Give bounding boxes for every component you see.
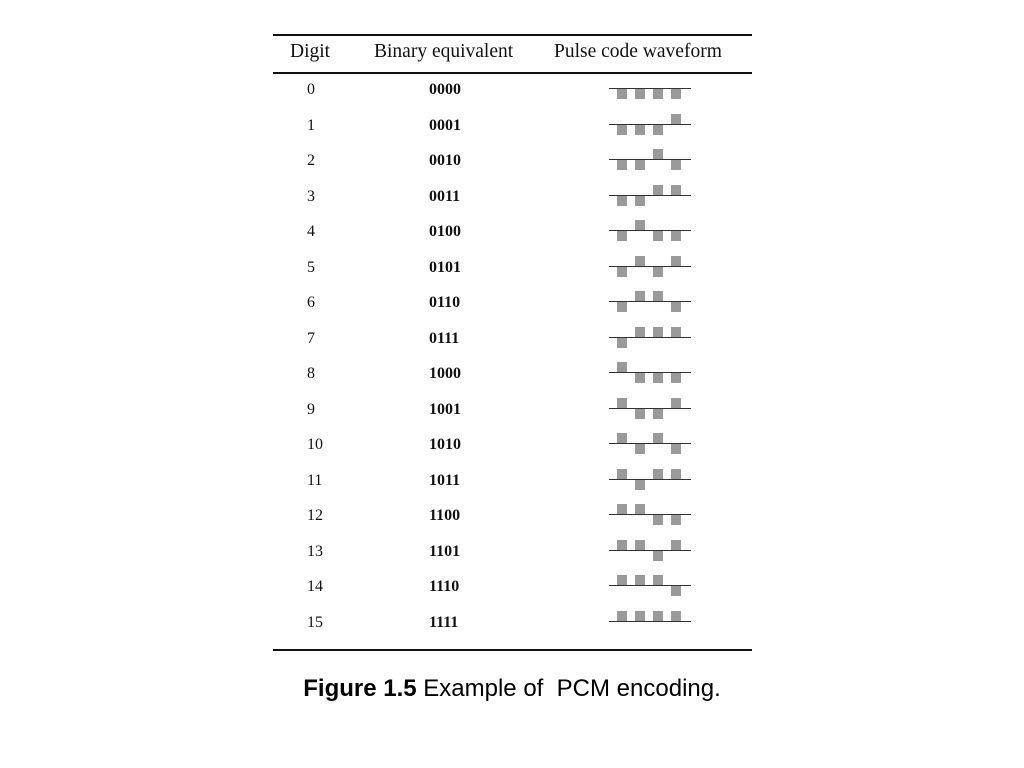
pulse-high	[653, 611, 663, 621]
pulse-low	[617, 125, 627, 135]
pulse-high	[635, 220, 645, 230]
pulse-waveform	[609, 501, 691, 531]
digit-cell: 9	[307, 400, 315, 418]
pulse-low	[617, 196, 627, 206]
pulse-waveform	[609, 111, 691, 141]
pulse-high	[671, 469, 681, 479]
binary-cell: 1100	[429, 507, 461, 524]
pulse-low	[635, 444, 645, 454]
table-row	[273, 143, 752, 179]
table-top-rule	[273, 34, 752, 36]
header-binary-equivalent: Binary equivalent	[374, 41, 514, 62]
binary-cell: 0001	[429, 116, 461, 134]
figure-caption	[0, 672, 1024, 706]
pulse-high	[671, 327, 681, 337]
digit-cell: 0	[307, 81, 315, 98]
binary-cell: 0111	[429, 329, 460, 347]
waveform-baseline	[609, 621, 691, 622]
pulse-low	[671, 89, 681, 99]
pulse-high	[653, 327, 663, 337]
table-row	[273, 392, 752, 428]
pulse-high	[635, 256, 645, 266]
digit-cell: 12	[307, 507, 323, 524]
pulse-waveform	[609, 217, 691, 247]
pulse-low	[671, 231, 681, 241]
pulse-high	[653, 433, 663, 443]
pulse-waveform	[609, 324, 691, 354]
header-digit: Digit	[290, 41, 331, 62]
binary-cell: 1011	[429, 471, 461, 489]
pulse-low	[671, 160, 681, 170]
pulse-high	[617, 504, 627, 514]
pulse-low	[617, 338, 627, 348]
pulse-low	[653, 125, 663, 135]
pulse-low	[635, 196, 645, 206]
pulse-high	[671, 114, 681, 124]
pulse-low	[617, 231, 627, 241]
pulse-high	[653, 185, 663, 195]
table-row	[273, 250, 752, 286]
waveform-baseline	[609, 408, 691, 409]
pulse-low	[653, 551, 663, 561]
digit-cell: 10	[307, 436, 323, 453]
digit-cell: 8	[307, 365, 315, 382]
waveform-baseline	[609, 550, 691, 551]
binary-cell: 1010	[429, 436, 461, 453]
pulse-high	[653, 469, 663, 479]
digit-cell: 11	[307, 471, 323, 489]
figure-caption-text: Example of PCM encoding.	[416, 675, 721, 702]
table-row	[273, 463, 752, 499]
pulse-low	[653, 409, 663, 419]
binary-cell: 1000	[429, 365, 461, 382]
digit-cell: 13	[307, 542, 323, 560]
pulse-high	[653, 149, 663, 159]
pulse-waveform	[609, 572, 691, 602]
binary-cell: 0100	[429, 223, 461, 240]
pulse-low	[671, 444, 681, 454]
pulse-low	[671, 586, 681, 596]
digit-cell: 1	[307, 116, 315, 134]
digit-cell: 5	[307, 258, 315, 276]
digit-cell: 14	[307, 578, 323, 595]
pulse-waveform	[609, 75, 691, 105]
pulse-low	[635, 480, 645, 490]
table-row	[273, 498, 752, 534]
pulse-low	[653, 267, 663, 277]
pulse-high	[671, 540, 681, 550]
pulse-waveform	[609, 288, 691, 318]
pulse-low	[671, 515, 681, 525]
pulse-high	[635, 327, 645, 337]
binary-cell: 1101	[429, 542, 461, 560]
binary-cell: 0101	[429, 258, 461, 276]
digit-cell: 15	[307, 613, 323, 631]
header-pulse-code-waveform: Pulse code waveform	[554, 41, 722, 62]
table-row	[273, 605, 752, 641]
table-row	[273, 214, 752, 250]
table-row	[273, 108, 752, 144]
pulse-low	[671, 302, 681, 312]
pulse-waveform	[609, 430, 691, 460]
pulse-low	[653, 373, 663, 383]
pulse-high	[671, 398, 681, 408]
pulse-waveform	[609, 359, 691, 389]
pulse-high	[635, 540, 645, 550]
pulse-high	[635, 291, 645, 301]
pulse-high	[617, 469, 627, 479]
pulse-low	[617, 302, 627, 312]
pulse-high	[671, 185, 681, 195]
pulse-low	[635, 409, 645, 419]
pulse-low	[653, 515, 663, 525]
pulse-high	[653, 291, 663, 301]
figure-caption-label: Figure 1.5	[303, 675, 417, 702]
digit-cell: 7	[307, 329, 315, 347]
binary-cell: 0000	[429, 81, 461, 98]
pulse-low	[617, 267, 627, 277]
binary-cell: 1001	[429, 400, 461, 418]
digit-cell: 6	[307, 294, 315, 311]
pulse-low	[635, 373, 645, 383]
pulse-high	[635, 575, 645, 585]
pulse-high	[617, 611, 627, 621]
pulse-waveform	[609, 182, 691, 212]
pulse-low	[635, 125, 645, 135]
pulse-high	[617, 433, 627, 443]
pulse-low	[671, 373, 681, 383]
binary-cell: 1111	[429, 613, 459, 631]
pulse-waveform	[609, 537, 691, 567]
pulse-low	[635, 89, 645, 99]
pulse-low	[617, 160, 627, 170]
pulse-high	[635, 504, 645, 514]
waveform-baseline	[609, 479, 691, 480]
pulse-high	[671, 256, 681, 266]
pulse-high	[671, 611, 681, 621]
pulse-waveform	[609, 608, 691, 638]
pulse-low	[653, 89, 663, 99]
binary-cell: 0011	[429, 187, 461, 205]
pulse-waveform	[609, 466, 691, 496]
binary-cell: 0010	[429, 152, 461, 169]
pulse-waveform	[609, 146, 691, 176]
pulse-low	[617, 89, 627, 99]
pulse-high	[617, 540, 627, 550]
pulse-low	[635, 160, 645, 170]
digit-cell: 3	[307, 187, 315, 205]
binary-cell: 0110	[429, 294, 461, 311]
pulse-high	[653, 575, 663, 585]
table-bottom-rule	[273, 649, 752, 651]
table-row	[273, 356, 752, 392]
pulse-high	[617, 362, 627, 372]
table-row	[273, 285, 752, 321]
pulse-low	[653, 231, 663, 241]
table-row	[273, 72, 752, 108]
table-row	[273, 321, 752, 357]
table-row	[273, 179, 752, 215]
table-row	[273, 427, 752, 463]
pulse-high	[617, 398, 627, 408]
pulse-waveform	[609, 395, 691, 425]
table-row	[273, 534, 752, 570]
pulse-high	[617, 575, 627, 585]
digit-cell: 2	[307, 152, 315, 169]
binary-cell: 1110	[429, 578, 460, 595]
pulse-waveform	[609, 253, 691, 283]
table-row	[273, 569, 752, 605]
digit-cell: 4	[307, 223, 315, 240]
pulse-high	[635, 611, 645, 621]
